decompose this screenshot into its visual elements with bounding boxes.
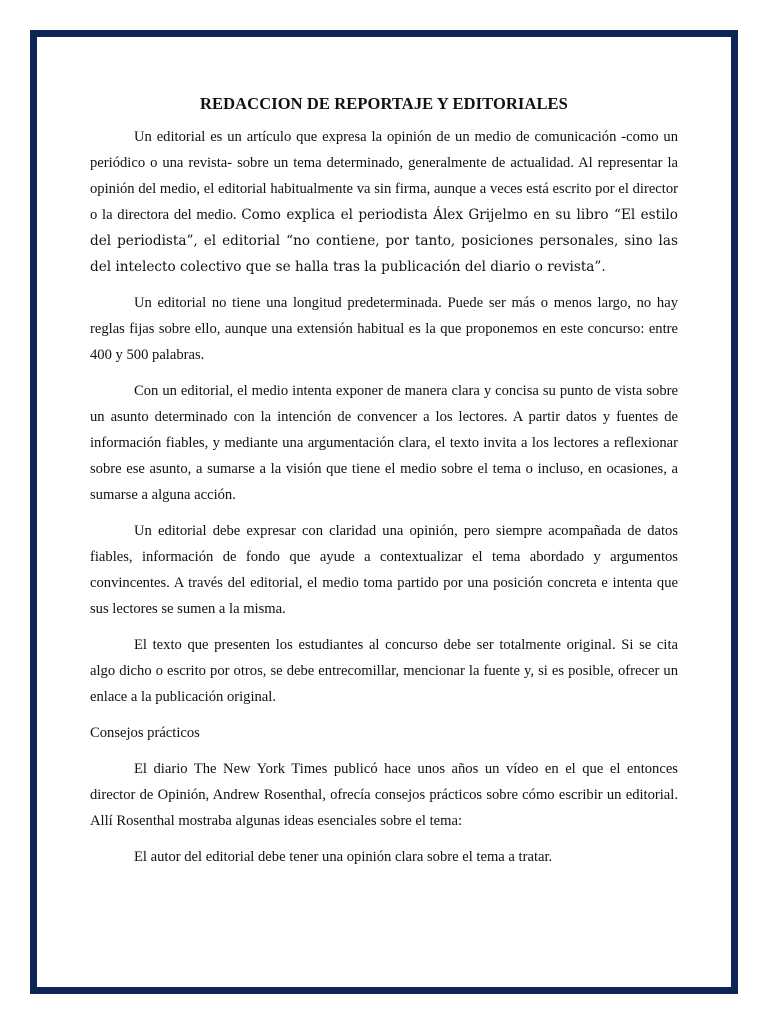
paragraph-1-text: Un editorial es un artículo que expresa la opinión de un medio de comunicación -como un periódico o una revista- sobre un tema determinado, generalmente de actualidad. Al representar la opinión del medio, el editorial habitualmente va sin firma, aunque a veces está escrito por el director o la directora del medio.: [90, 129, 678, 223]
paragraph-4: Un editorial debe expresar con claridad una opinión, pero siempre acompañada de datos fiables, información de fondo que ayude a contextualizar el tema abordado y argumentos convincentes. A través del editorial, el medio toma partido por una posición concreta e intenta que sus lectores se sumen a la misma.: [90, 523, 678, 617]
paragraph-6: El diario The New York Times publicó hace unos años un vídeo en el que el entonces director de Opinión, Andrew Rosenthal, ofrecía consejos prácticos sobre cómo escribir un editorial. Allí Rosenthal mostraba algunas ideas esenciales sobre el tema:: [90, 761, 678, 829]
paragraph-7: El autor del editorial debe tener una opinión clara sobre el tema a tratar.: [134, 849, 553, 865]
document-title: REDACCION DE REPORTAJE Y EDITORIALES: [200, 94, 568, 113]
section-subheading: Consejos prácticos: [90, 725, 200, 741]
paragraph-1-quote: Como explica el periodista Álex Grijelmo en su libro “El estilo del periodista”, el editorial “no contiene, por tanto, posiciones personales, sino las del intelecto colectivo que se halla tras la publicación del diario o revista”.: [90, 207, 678, 275]
document-body: [90, 92, 678, 880]
paragraph-1: [90, 124, 678, 280]
paragraph-5: El texto que presenten los estudiantes al concurso debe ser totalmente original. Si se cita algo dicho o escrito por otros, se debe entrecomillar, mencionar la fuente y, si es posible, ofrecer un enlace a la publicación original.: [90, 637, 678, 705]
paragraph-2: Un editorial no tiene una longitud predeterminada. Puede ser más o menos largo, no hay reglas fijas sobre ello, aunque una extensión habitual es la que proponemos en este concurso: entre 400 y 500 palabras.: [90, 295, 678, 363]
paragraph-3: Con un editorial, el medio intenta exponer de manera clara y concisa su punto de vista sobre un asunto determinado con la intención de convencer a los lectores. A partir datos y fuentes de información fiables, y mediante una argumentación clara, el texto invita a los lectores a reflexionar sobre ese asunto, a sumarse a la visión que tiene el medio sobre el tema o incluso, en ocasiones, a sumarse a alguna acción.: [90, 383, 678, 503]
